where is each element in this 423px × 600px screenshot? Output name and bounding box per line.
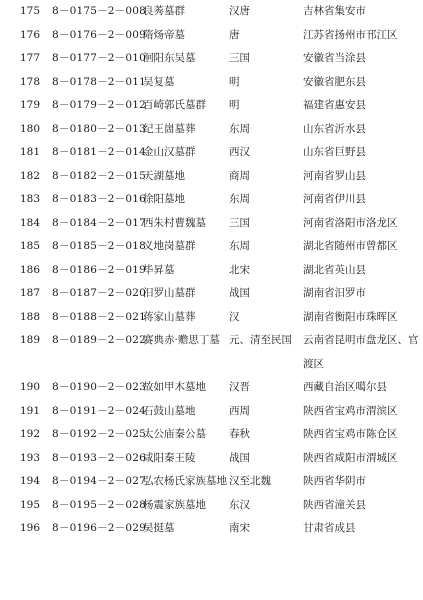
site-era: 明 xyxy=(229,99,240,111)
row-number: 192 xyxy=(20,428,41,440)
table-row xyxy=(0,517,423,541)
site-name: 汨罗山墓群 xyxy=(143,287,196,299)
site-location: 湖南省衡阳市珠晖区 xyxy=(303,310,398,323)
site-code: 8－0187－2－020 xyxy=(52,287,147,299)
row-number: 179 xyxy=(20,99,41,111)
site-era: 汉晋 xyxy=(229,381,250,393)
table-row xyxy=(0,212,423,236)
site-code: 8－0184－2－017 xyxy=(52,216,147,229)
row-number: 175 xyxy=(20,5,41,17)
site-location: 陕西省咸阳市渭城区 xyxy=(303,451,398,464)
table-row xyxy=(0,141,423,165)
table-row xyxy=(0,376,423,400)
table-row xyxy=(0,282,423,306)
table-row xyxy=(0,423,423,447)
site-name: 赛典赤·赡思丁墓 xyxy=(143,334,220,346)
site-location: 甘肃省成县 xyxy=(303,522,356,534)
site-location: 西藏自治区噶尔县 xyxy=(303,381,387,393)
row-number: 194 xyxy=(20,475,41,487)
site-location: 湖北省英山县 xyxy=(303,263,366,276)
site-era: 汉至北魏 xyxy=(229,475,271,487)
site-era: 春秋 xyxy=(229,428,250,440)
site-era: 三国 xyxy=(229,216,250,229)
site-location: 安徽省肥东县 xyxy=(303,75,366,88)
row-number: 193 xyxy=(20,451,41,464)
site-era: 汉唐 xyxy=(229,5,250,17)
site-name: 吴挺墓 xyxy=(143,522,175,534)
table-row xyxy=(0,188,423,212)
site-name: 良莠墓群 xyxy=(143,5,185,17)
table-row xyxy=(0,329,423,376)
row-number: 187 xyxy=(20,287,41,299)
site-location: 湖南省汨罗市 xyxy=(303,287,366,299)
site-location: 安徽省当涂县 xyxy=(303,52,366,64)
table-row xyxy=(0,165,423,189)
site-location: 陕西省宝鸡市陈仓区 xyxy=(303,428,398,440)
table-row xyxy=(0,494,423,518)
row-number: 176 xyxy=(20,28,41,41)
site-code: 8－0194－2－027 xyxy=(52,475,147,487)
site-era: 商周 xyxy=(229,169,250,182)
site-code: 8－0176－2－009 xyxy=(52,28,147,41)
row-number: 180 xyxy=(20,122,41,135)
site-code: 8－0193－2－026 xyxy=(52,451,147,464)
site-code: 8－0191－2－024 xyxy=(52,404,147,417)
site-era: 汉 xyxy=(229,310,240,323)
site-code: 8－0179－2－012 xyxy=(52,99,147,111)
site-name: 蒋家山墓葬 xyxy=(143,310,196,323)
site-location: 河南省洛阳市洛龙区 xyxy=(303,216,398,229)
row-number: 181 xyxy=(20,146,41,158)
table-row xyxy=(0,118,423,142)
site-location: 江苏省扬州市邗江区 xyxy=(303,28,398,41)
row-number: 196 xyxy=(20,522,41,534)
site-name: 弘农杨氏家族墓地 xyxy=(143,475,227,487)
site-era: 唐 xyxy=(229,28,240,41)
row-number: 185 xyxy=(20,240,41,252)
site-location: 陕西省华阴市 xyxy=(303,475,366,487)
row-number: 182 xyxy=(20,169,41,182)
site-location: 山东省巨野县 xyxy=(303,146,366,158)
row-number: 190 xyxy=(20,381,41,393)
site-name: 故如甲木墓地 xyxy=(143,381,206,393)
row-number: 191 xyxy=(20,404,41,417)
site-code: 8－0188－2－021 xyxy=(52,310,147,323)
row-number: 177 xyxy=(20,52,41,64)
site-name: 太公庙秦公墓 xyxy=(143,428,206,440)
site-name: 西朱村曹魏墓 xyxy=(143,216,206,229)
site-era: 战国 xyxy=(229,287,250,299)
row-number: 186 xyxy=(20,263,41,276)
site-code: 8－0182－2－015 xyxy=(52,169,147,182)
site-name: 天湖墓地 xyxy=(143,169,185,182)
site-code: 8－0181－2－014 xyxy=(52,146,147,158)
site-name: 义地岗墓群 xyxy=(143,240,196,252)
site-location: 陕西省潼关县 xyxy=(303,498,366,511)
site-era: 西周 xyxy=(229,404,250,417)
row-number: 188 xyxy=(20,310,41,323)
site-name: 金山汉墓群 xyxy=(143,146,196,158)
site-code: 8－0178－2－011 xyxy=(52,75,147,88)
row-number: 183 xyxy=(20,193,41,205)
site-code: 8－0185－2－018 xyxy=(52,240,147,252)
table-row xyxy=(0,400,423,424)
row-number: 189 xyxy=(20,334,41,346)
site-name: 吴复墓 xyxy=(143,75,175,88)
site-name: 纪王崮墓葬 xyxy=(143,122,196,135)
site-era: 三国 xyxy=(229,52,250,64)
site-code: 8－0180－2－013 xyxy=(52,122,147,135)
site-code: 8－0186－2－019 xyxy=(52,263,147,276)
site-code: 8－0196－2－029 xyxy=(52,522,147,534)
site-name: 洄阳东吴墓 xyxy=(143,52,196,64)
site-code: 8－0190－2－023 xyxy=(52,381,147,393)
site-era: 东周 xyxy=(229,193,250,205)
site-code: 8－0177－2－010 xyxy=(52,52,147,64)
site-name: 毕昇墓 xyxy=(143,263,175,276)
site-location: 福建省惠安县 xyxy=(303,99,366,111)
site-location: 河南省伊川县 xyxy=(303,193,366,205)
site-code: 8－0189－2－022 xyxy=(52,334,147,346)
table-row xyxy=(0,235,423,259)
site-location: 山东省沂水县 xyxy=(303,122,366,135)
site-era: 东周 xyxy=(229,122,250,135)
table-row xyxy=(0,470,423,494)
site-era: 南宋 xyxy=(229,522,250,534)
table-row xyxy=(0,94,423,118)
site-era: 明 xyxy=(229,75,240,88)
site-era: 北宋 xyxy=(229,263,250,276)
table-row xyxy=(0,447,423,471)
site-location: 吉林省集安市 xyxy=(303,5,366,17)
table-row xyxy=(0,0,423,24)
table-row xyxy=(0,71,423,95)
site-era: 东汉 xyxy=(229,498,250,511)
site-location: 湖北省随州市曾都区 xyxy=(303,240,398,252)
site-code: 8－0183－2－016 xyxy=(52,193,147,205)
row-number: 195 xyxy=(20,498,41,511)
site-era: 西汉 xyxy=(229,146,250,158)
site-era: 元、清至民国 xyxy=(229,334,292,346)
site-name: 杨震家族墓地 xyxy=(143,498,206,511)
site-name: 石鼓山墓地 xyxy=(143,404,196,417)
site-code: 8－0195－2－028 xyxy=(52,498,147,511)
site-era: 战国 xyxy=(229,451,250,464)
site-location: 河南省罗山县 xyxy=(303,169,366,182)
site-code: 8－0175－2－008 xyxy=(52,5,147,17)
row-number: 178 xyxy=(20,75,41,88)
site-location: 云南省昆明市盘龙区、官渡区 xyxy=(303,334,419,370)
site-name: 百崎郭氏墓群 xyxy=(143,99,206,111)
table-row xyxy=(0,47,423,71)
site-name: 咸阳秦王陵 xyxy=(143,451,196,464)
row-number: 184 xyxy=(20,216,41,229)
site-code: 8－0192－2－025 xyxy=(52,428,147,440)
site-era: 东周 xyxy=(229,240,250,252)
site-name: 隋炀帝墓 xyxy=(143,28,185,41)
table-row xyxy=(0,24,423,48)
site-location: 陕西省宝鸡市渭滨区 xyxy=(303,404,398,417)
table-row xyxy=(0,306,423,330)
table-row xyxy=(0,259,423,283)
site-name: 徐阳墓地 xyxy=(143,193,185,205)
